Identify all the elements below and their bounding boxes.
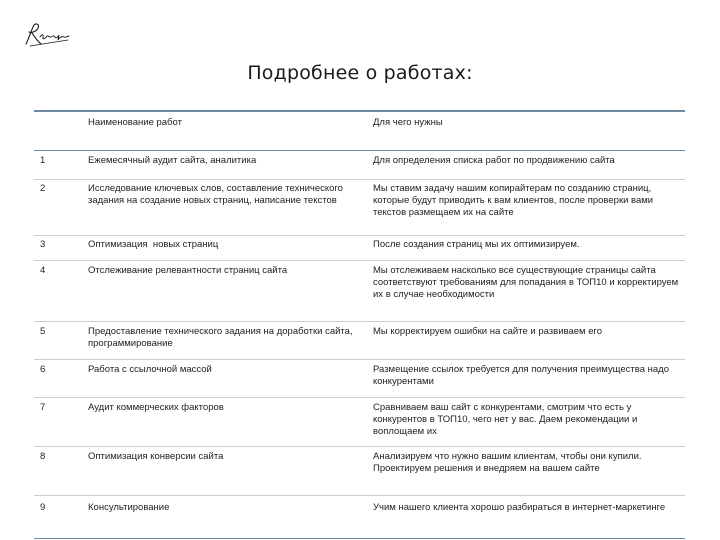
row-work-name: Работа с ссылочной массой (82, 360, 367, 398)
table-header-row (34, 111, 685, 151)
row-number: 4 (34, 261, 82, 322)
row-work-name: Консультирование (82, 496, 367, 539)
row-purpose: Размещение ссылок требуется для получения преимущества надо конкурентами (367, 360, 685, 398)
row-work-name: Предоставление технического задания на доработки сайта, программирование (82, 322, 367, 360)
row-number: 5 (34, 322, 82, 360)
row-work-name: Ежемесячный аудит сайта, аналитика (82, 151, 367, 180)
row-number: 8 (34, 447, 82, 496)
row-number: 9 (34, 496, 82, 539)
row-purpose: Мы корректируем ошибки на сайте и развиваем его (367, 322, 685, 360)
table-row (34, 322, 685, 360)
row-purpose: Сравниваем ваш сайт с конкурентами, смотрим что есть у конкурентов в ТОП10, чего нет у вас. Даем рекомендации и воплощаем их (367, 398, 685, 447)
row-purpose: Анализируем что нужно вашим клиентам, чтобы они купили. Проектируем решения и внедряем на вашем сайте (367, 447, 685, 496)
table-row (34, 180, 685, 236)
header-name: Наименование работ (82, 111, 367, 151)
row-work-name: Оптимизация конверсии сайта (82, 447, 367, 496)
row-work-name: Аудит коммерческих факторов (82, 398, 367, 447)
row-purpose: Мы отслеживаем насколько все существующие страницы сайта соответствуют требованиям для попадания в ТОП10 и корректируем их в случае необходимости (367, 261, 685, 322)
header-num (34, 111, 82, 151)
table-row (34, 236, 685, 261)
page-title: Подробнее о работах: (247, 62, 473, 84)
row-number: 1 (34, 151, 82, 180)
row-number: 3 (34, 236, 82, 261)
row-work-name: Исследование ключевых слов, составление технического задания на создание новых страниц, написание текстов (82, 180, 367, 236)
table-row (34, 151, 685, 180)
works-table (34, 110, 685, 539)
table-row (34, 398, 685, 447)
row-purpose: Для определения списка работ по продвижению сайта (367, 151, 685, 180)
signature-logo (22, 22, 74, 48)
header-why: Для чего нужны (367, 111, 685, 151)
row-work-name: Оптимизация новых страниц (82, 236, 367, 261)
table-row (34, 447, 685, 496)
row-work-name: Отслеживание релевантности страниц сайта (82, 261, 367, 322)
row-purpose: После создания страниц мы их оптимизируем. (367, 236, 685, 261)
row-purpose: Мы ставим задачу нашим копирайтерам по созданию страниц, которые будут приводить к вам клиентов, после проверки вами текстов размещаем их на сайте (367, 180, 685, 236)
row-number: 6 (34, 360, 82, 398)
table-row (34, 496, 685, 539)
row-purpose: Учим нашего клиента хорошо разбираться в интернет-маркетинге (367, 496, 685, 539)
row-number: 2 (34, 180, 82, 236)
table-row (34, 360, 685, 398)
table-row (34, 261, 685, 322)
row-number: 7 (34, 398, 82, 447)
